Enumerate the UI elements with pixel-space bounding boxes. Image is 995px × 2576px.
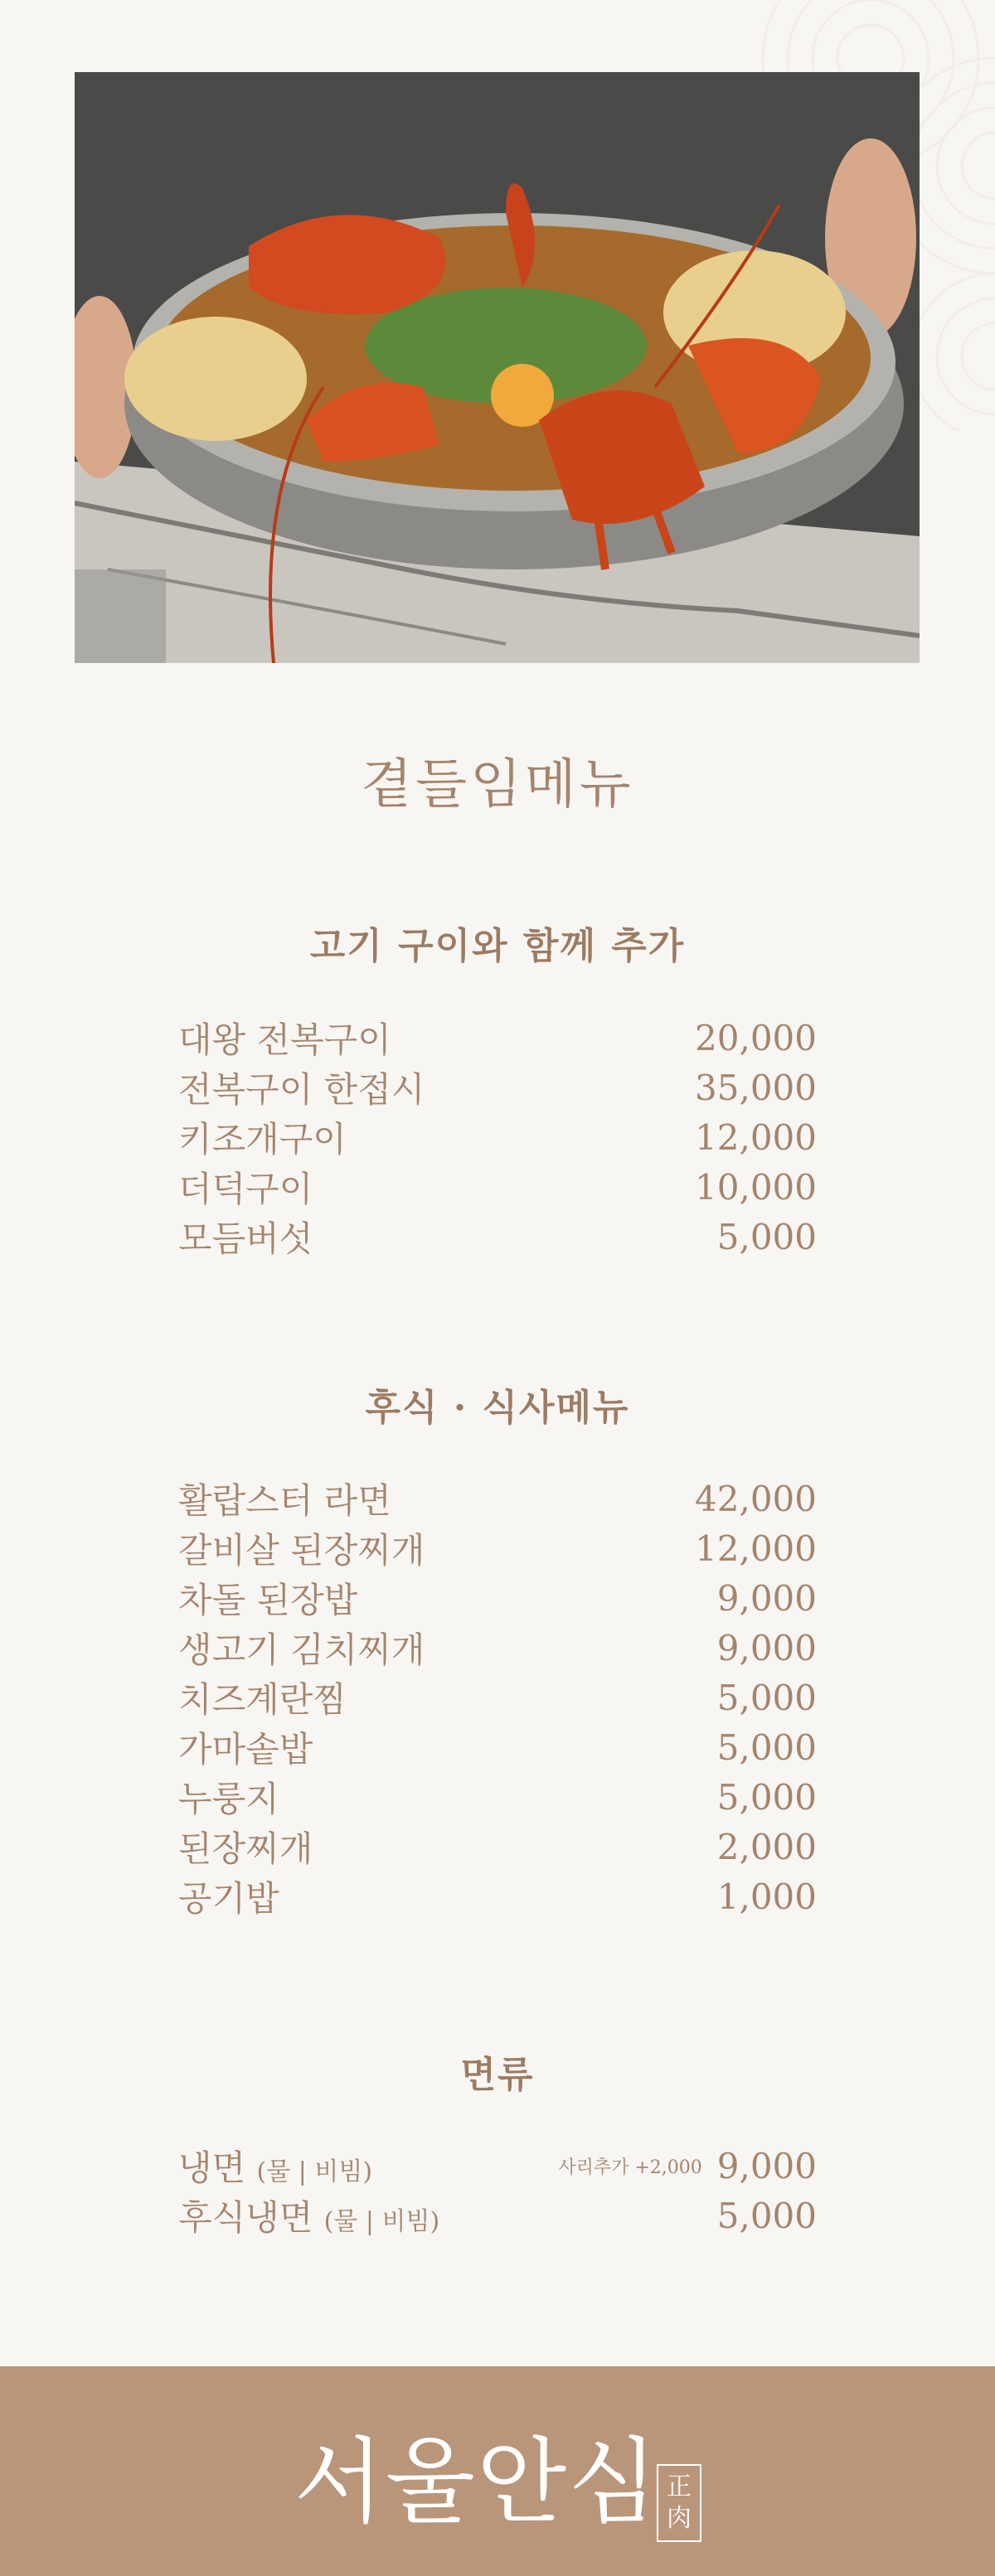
seal-char: 正 [667, 2472, 692, 2501]
menu-item [178, 1722, 817, 1772]
menu-item [178, 2141, 817, 2191]
menu-item-name: 냉면 [178, 2147, 246, 2188]
menu-item [178, 1623, 817, 1673]
menu-item-name: 공기밥 [178, 1878, 279, 1919]
section-title-noodles: 면류 [460, 2054, 535, 2096]
menu-item-name: 활랍스터 라면 [178, 1480, 391, 1521]
menu-item-price: 2,000 [716, 1826, 817, 1867]
menu-item [178, 1822, 817, 1871]
menu-item-price: 10,000 [695, 1166, 817, 1208]
menu-item [178, 1162, 817, 1212]
menu-item-name: 갈비살 된장찌개 [178, 1530, 425, 1571]
menu-item [178, 2191, 817, 2240]
menu-item-name: 전복구이 한접시 [178, 1069, 425, 1110]
menu-item-name-wrap [178, 2141, 372, 2191]
menu-item-name: 키조개구이 [178, 1119, 347, 1160]
menu-item-price-wrap [558, 2146, 817, 2186]
seal-char: 肉 [667, 2504, 692, 2533]
menu-item-price: 35,000 [695, 1067, 817, 1108]
menu-item-name: 차돌 된장밥 [178, 1580, 358, 1620]
menu-item-price: 5,000 [716, 2195, 817, 2236]
menu-item-name: 대왕 전복구이 [178, 1019, 391, 1060]
menu-item-name: 누룽지 [178, 1779, 279, 1819]
menu-item-price: 20,000 [695, 1017, 817, 1058]
menu-item-name: 가마솥밥 [178, 1729, 313, 1770]
menu-list-dessert-meal [178, 1474, 817, 1921]
menu-item [178, 1212, 817, 1261]
menu-list-noodles [178, 2141, 817, 2240]
menu-item [178, 1772, 817, 1822]
menu-item [178, 1063, 817, 1112]
menu-item-price: 5,000 [716, 1677, 817, 1718]
menu-item-name: 후식냉면 [178, 2197, 313, 2238]
menu-item-option: (물 | 비빔) [323, 2207, 440, 2236]
menu-item [178, 1523, 817, 1573]
menu-item [178, 1013, 817, 1063]
menu-item [178, 1673, 817, 1722]
menu-item-price: 9,000 [716, 1577, 817, 1619]
page-title: 곁들임메뉴 [361, 754, 634, 816]
brand-logo-text: 서울안심 [294, 2428, 660, 2536]
brand-logo [0, 2366, 995, 2576]
menu-item-name: 더덕구이 [178, 1169, 313, 1209]
menu-item-price: 5,000 [716, 1776, 817, 1818]
menu-item [178, 1112, 817, 1162]
menu-item-name: 모듬버섯 [178, 1218, 313, 1259]
footer-banner [0, 2366, 995, 2576]
hero-photo-lobster-ramen [75, 72, 920, 663]
menu-item-price: 5,000 [716, 1726, 817, 1768]
menu-item-price: 12,000 [695, 1116, 817, 1158]
menu-item [178, 1573, 817, 1623]
menu-item-name: 생고기 김치찌개 [178, 1629, 425, 1670]
brand-seal-icon [657, 2464, 701, 2542]
menu-item-name: 된장찌개 [178, 1828, 313, 1869]
menu-item-price: 1,000 [716, 1876, 817, 1917]
section-title-grill-addon: 고기 구이와 함께 추가 [309, 925, 686, 967]
menu-item-price: 42,000 [695, 1478, 817, 1519]
menu-item-price: 5,000 [716, 1216, 817, 1257]
menu-item-option: (물 | 비빔) [256, 2157, 373, 2186]
menu-item-price: 12,000 [695, 1528, 817, 1569]
menu-item [178, 1871, 817, 1921]
menu-item-price: 9,000 [716, 1627, 817, 1668]
menu-item-name-wrap [178, 2191, 439, 2240]
section-title-dessert-meal: 후식 · 식사메뉴 [365, 1387, 630, 1429]
menu-item-name: 치즈계란찜 [178, 1679, 347, 1720]
menu-list-grill-addon [178, 1013, 817, 1261]
menu-item-price: 9,000 [716, 2145, 817, 2186]
menu-item [178, 1474, 817, 1523]
menu-item-extra: 사리추가 +2,000 [558, 2157, 702, 2178]
